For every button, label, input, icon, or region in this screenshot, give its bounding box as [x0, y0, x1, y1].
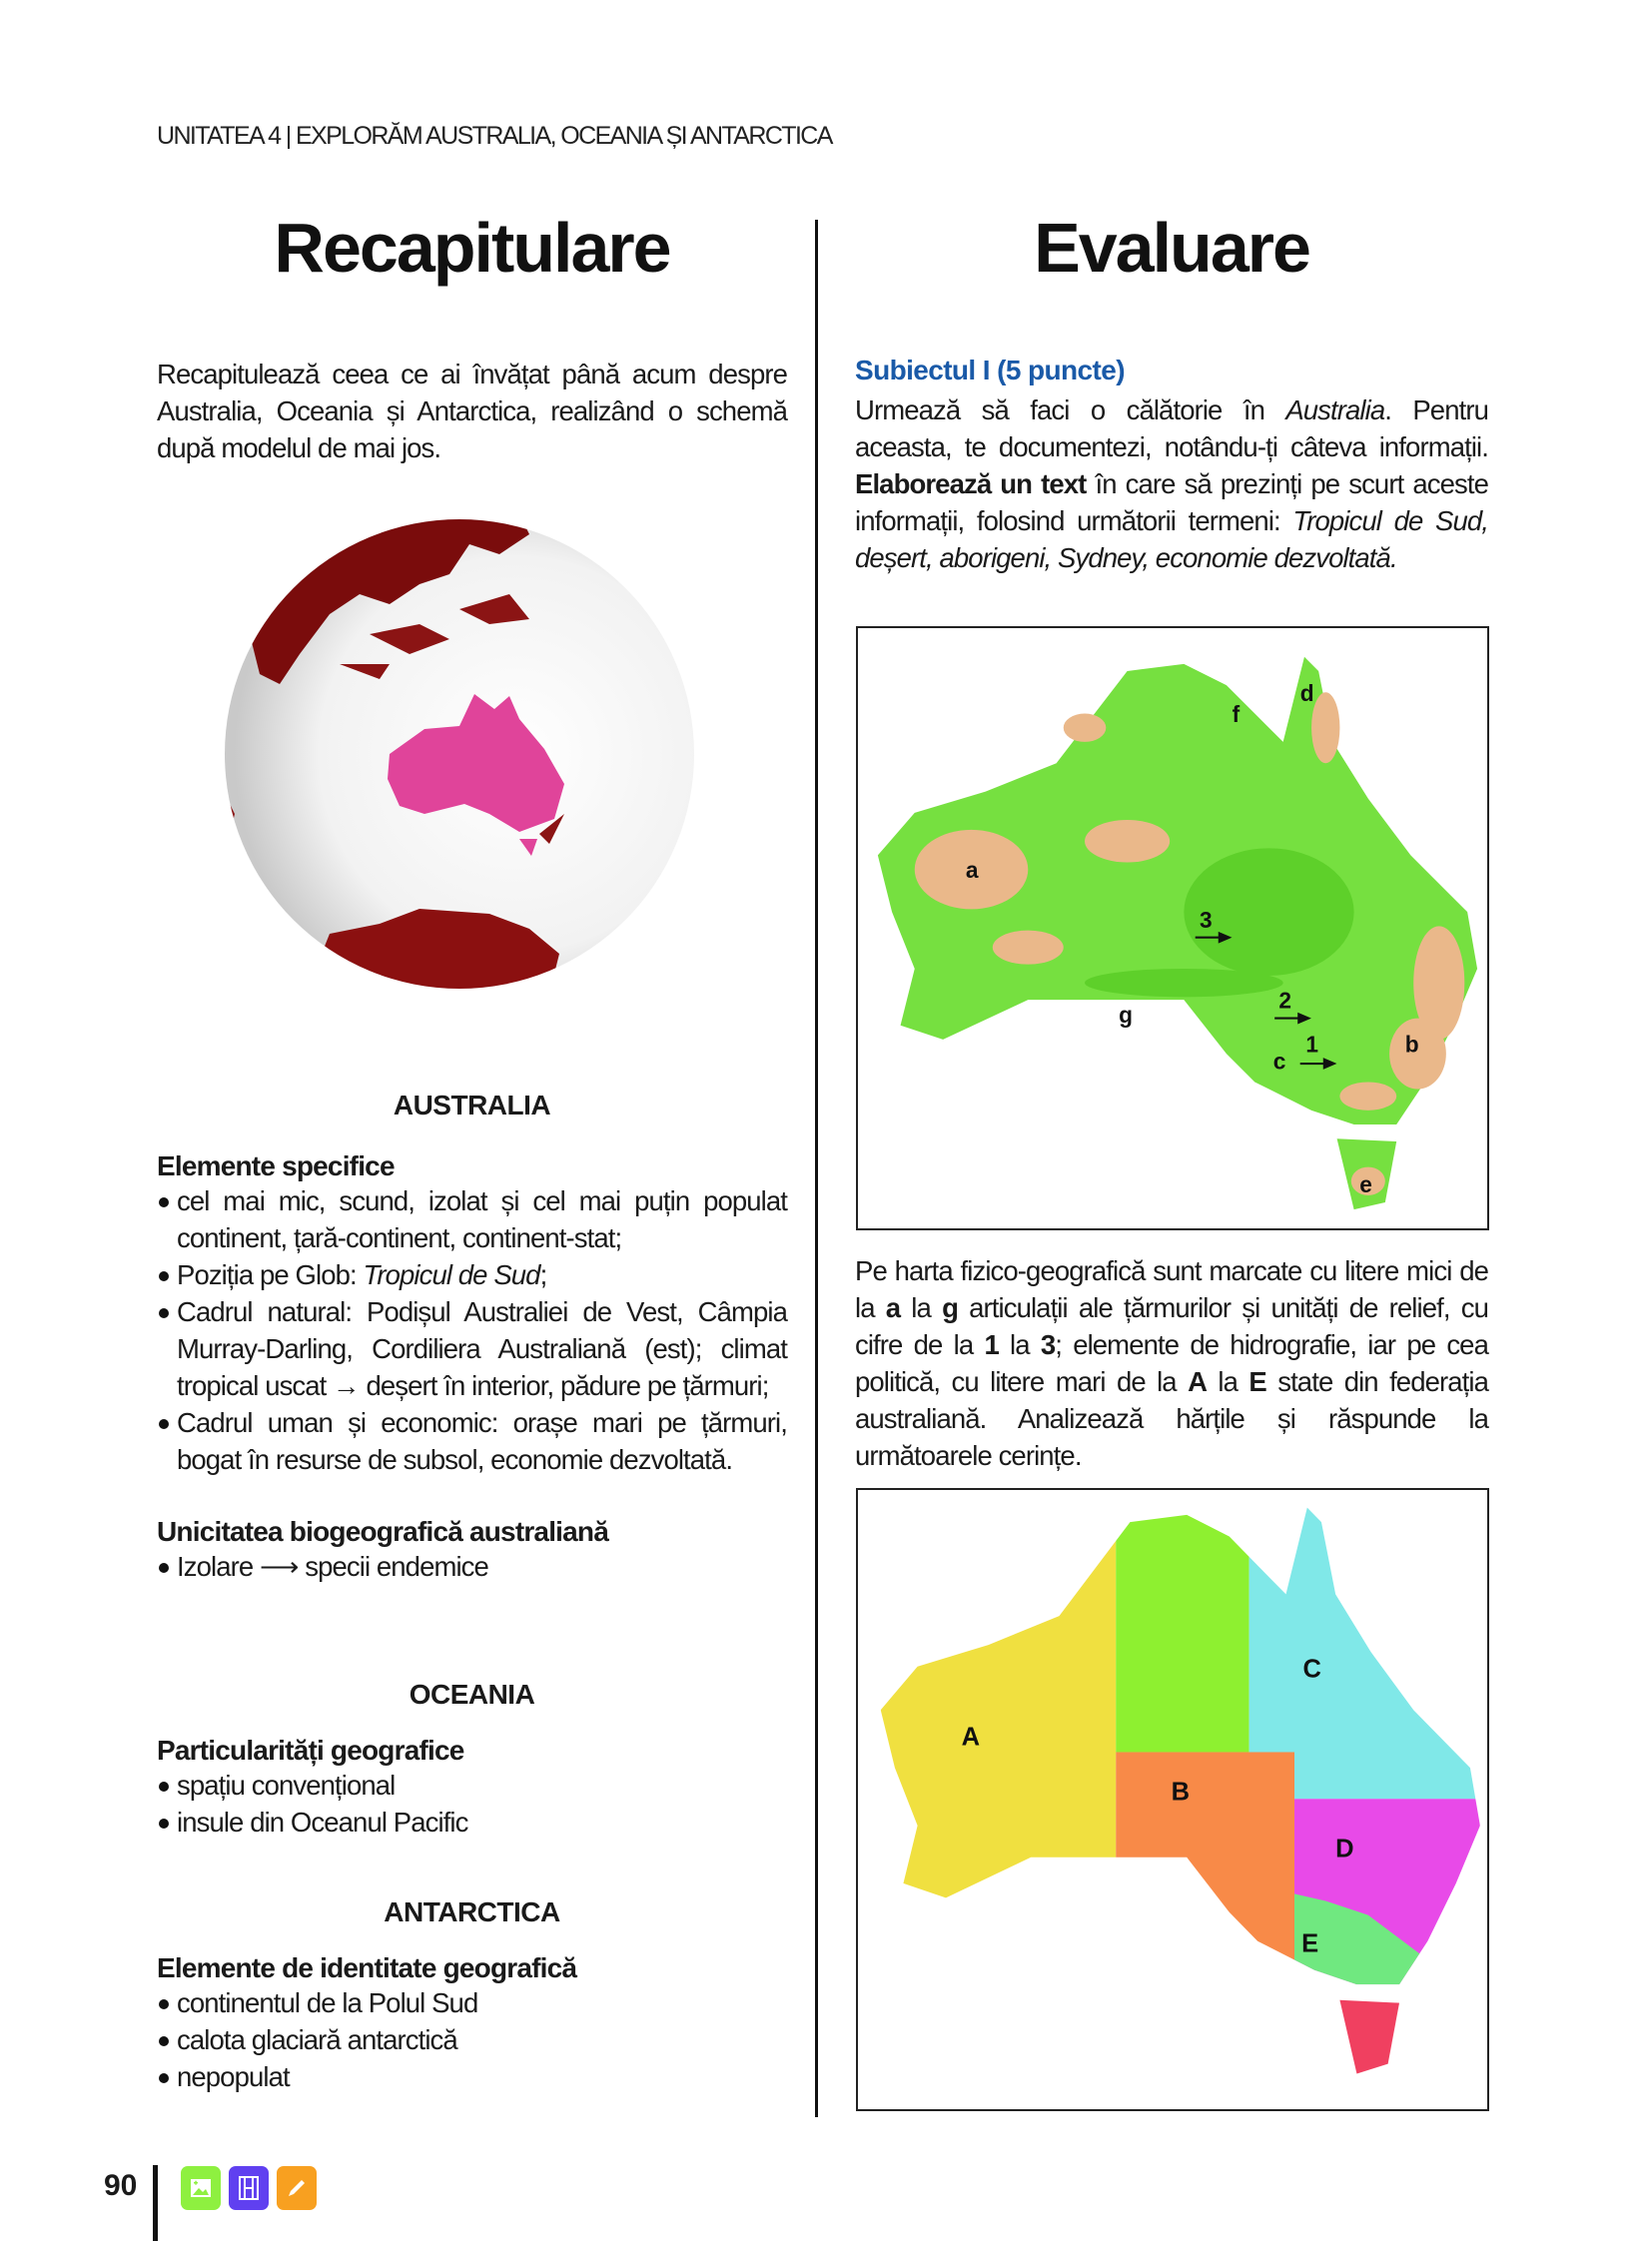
antarctica-subheading: Elemente de identitate geografică [157, 1952, 577, 1983]
state-tas [1339, 2000, 1399, 2074]
label-c: c [1272, 1048, 1286, 1075]
list-item: Izolare ⟶ specii endemice [157, 1548, 787, 1585]
label-E: E [1301, 1929, 1319, 1958]
label-C: C [1302, 1655, 1321, 1684]
state-sa [1116, 1752, 1294, 2109]
label-f: f [1232, 701, 1240, 728]
page-number-bar [153, 2165, 158, 2241]
elements-heading: Elemente specifice [157, 1150, 395, 1181]
maps-instructions: Pe harta fizico-geografică sunt marcate cu litere mici de la a la g articulații ale țărmurilor și unități de relief, cu cifre de la 1 la 3; elemente de hidrografie, iar pe cea politică, cu litere mari de la A la E state din federația australiană. Analizează hărțile și răspunde la următoarele cerințe. [855, 1255, 1488, 1471]
video-icon[interactable] [229, 2166, 269, 2210]
unit-header: UNITATEA 4 | EXPLORĂM AUSTRALIA, OCEANIA ȘI ANTARCTICA [157, 122, 832, 150]
label-e: e [1359, 1171, 1372, 1198]
label-b: b [1404, 1031, 1419, 1058]
list-item: continentul de la Polul Sud [157, 1984, 787, 2021]
physical-map [856, 626, 1489, 1230]
label-g: g [1119, 1001, 1133, 1028]
biogeo-heading: Unicitatea biogeografică australiană [157, 1516, 609, 1547]
list-item: spațiu convențional [157, 1767, 787, 1804]
antarctica-heading: ANTARCTICA [384, 1896, 560, 1927]
list-item: Cadrul natural: Podișul Australiei de Vest, Câmpia Murray-Darling, Cordiliera Australiană (est); climat tropical uscat → deșert în interior, pădure pe țărmuri; [157, 1293, 787, 1404]
label-3: 3 [1199, 906, 1213, 933]
label-D: D [1335, 1835, 1354, 1864]
oceania-section [157, 1735, 787, 1841]
globe-image [220, 514, 699, 994]
list-item: Cadrul uman și economic: orașe mari pe țărmuri, bogat în resurse de subsol, economie dezvoltată. [157, 1404, 787, 1478]
list-item: calota glaciară antarctică [157, 2021, 787, 2058]
political-map [856, 1488, 1489, 2111]
subject-task: Urmează să faci o călătorie în Australia. Pentru aceasta, te documentezi, notându-ți câteva informații. Elaborează un text în care să prezinți pe scurt aceste informații, folosind următorii termeni: Tropicul de Sud, deșert, aborigeni, Sydney, economie dezvoltată. [855, 394, 1488, 573]
subject-heading: Subiectul I (5 puncte) [855, 355, 1125, 385]
antarctica-section [157, 1952, 787, 2095]
image-icon[interactable] [181, 2166, 221, 2210]
eval-title: Evaluare [1034, 209, 1309, 287]
column-divider [815, 220, 818, 2117]
label-A: A [961, 1723, 981, 1752]
australia-section [157, 1150, 787, 1585]
recap-title: Recapitulare [274, 209, 670, 287]
list-item: nepopulat [157, 2058, 787, 2095]
oceania-heading: OCEANIA [409, 1679, 535, 1710]
page-number: 90 [104, 2169, 138, 2202]
list-item: insule din Oceanul Pacific [157, 1804, 787, 1841]
oceania-subheading: Particularități geografice [157, 1735, 464, 1766]
label-2: 2 [1278, 987, 1292, 1014]
recap-intro: Recapitulează ceea ce ai învățat până acum despre Australia, Oceania și Antarctica, realizând o schemă după modelul de mai jos. [157, 359, 787, 463]
list-item: Poziția pe Glob: Tropicul de Sud; [157, 1256, 787, 1293]
label-a: a [965, 857, 979, 884]
list-item: cel mai mic, scund, izolat și cel mai puțin populat continent, țară-continent, continent-stat; [157, 1182, 787, 1256]
australia-heading: AUSTRALIA [393, 1090, 551, 1120]
state-nt [1116, 1490, 1248, 1752]
state-wa [858, 1490, 1116, 2109]
pencil-icon[interactable] [277, 2166, 317, 2210]
label-1: 1 [1305, 1031, 1319, 1058]
label-B: B [1171, 1778, 1191, 1807]
label-d: d [1299, 679, 1314, 706]
